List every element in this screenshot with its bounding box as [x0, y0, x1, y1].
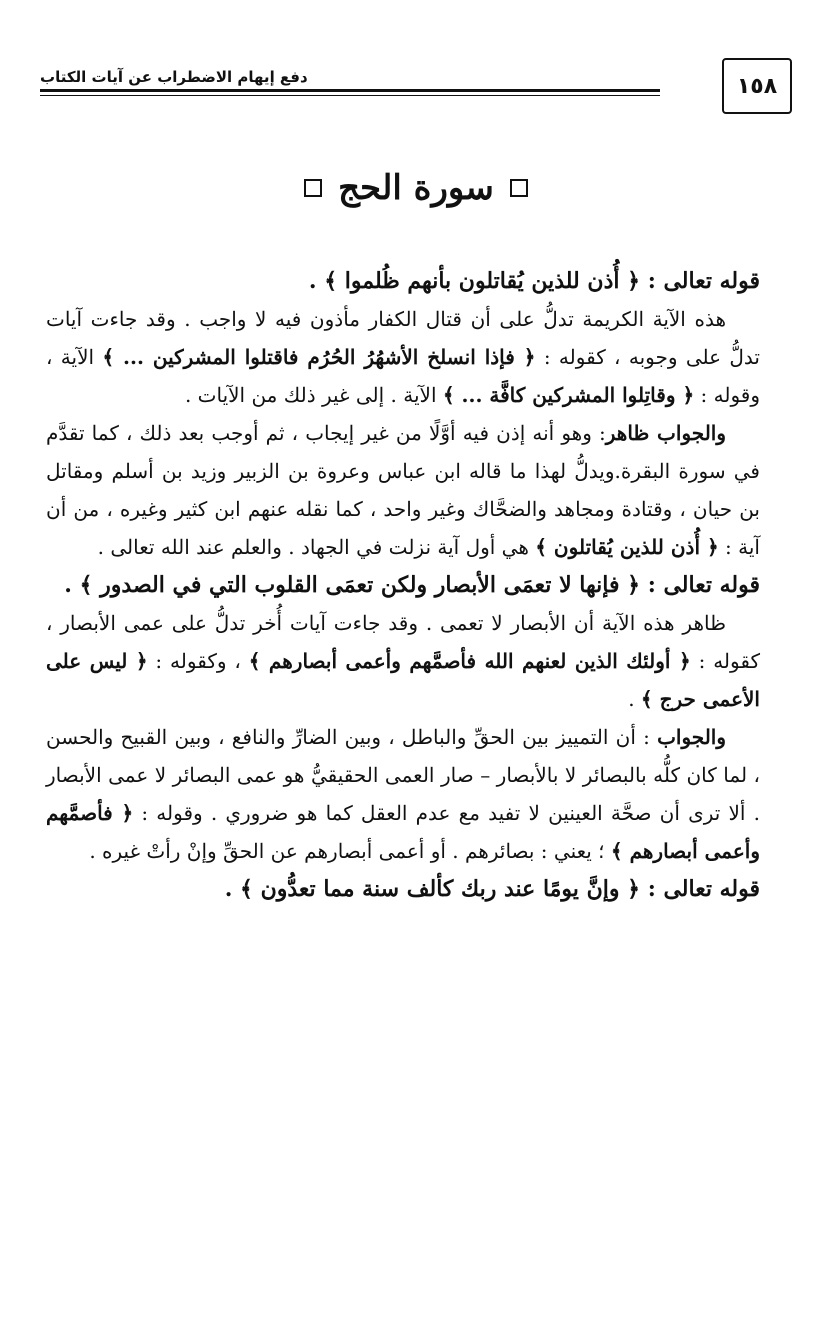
verse-label: قوله تعالى : [640, 876, 760, 902]
answer-label: والجواب [657, 725, 726, 749]
verse-end: . [64, 572, 80, 598]
paragraph-text: ، وكقوله : [147, 649, 249, 673]
paragraph-text: . [628, 687, 641, 711]
paragraph-text: ظاهر هذه الآية أن الأبصار لا تعمى . وقد جاءت آيات أُخر تدلُّ على عمى الأبصار ، كقوله : [46, 611, 760, 673]
verse-text: ﴿ أُذن للذين يُقاتلون بأنهم ظُلموا ﴾ [324, 268, 641, 294]
surah-heading [0, 168, 832, 208]
surah-title: سورة الحج [338, 168, 494, 208]
square-ornament-icon [304, 179, 322, 197]
paragraph-text: هذه الآية الكريمة تدلُّ على أن قتال الكفار مأذون فيه لا واجب . وقد جاءت آيات تدلُّ على وجوبه ، كقوله : [46, 307, 760, 369]
page-header [40, 58, 792, 118]
paragraph-text: ؛ يعني : بصائرهم . أو أعمى أبصارهم عن الحقِّ وإنْ رأتْ غيره . [89, 839, 611, 863]
quoted-verse: ﴿ ليس على الأعمى حرج ﴾ [46, 649, 760, 711]
paragraph-text: : أن التمييز بين الحقِّ والباطل ، وبين الضارِّ والنافع ، وبين القبيح والحسن ، لما كان كلُّه بالبصائر لا بالأبصار – صار العمى الحقيقيُّ هو عمى البصائر لا عمى الأبصار . ألا ترى أن صحَّة العينين لا تفيد مع عدم العقل كما هو ضروري . وقوله : [46, 725, 760, 825]
verse-end: . [224, 876, 241, 902]
header-rule-thin [40, 95, 660, 96]
quoted-verse: ﴿ وقاتِلوا المشركين كافَّة ... ﴾ [442, 383, 695, 407]
verse-label: قوله تعالى : [640, 572, 760, 598]
page-number: ١٥٨ [722, 58, 792, 114]
answer-label: والجواب ظاهر [605, 421, 726, 445]
verse-text: ﴿ فإنها لا تعمَى الأبصار ولكن تعمَى القلوب التي في الصدور ﴾ [79, 572, 641, 598]
paragraph-2 [46, 604, 760, 718]
paragraph-text: هي أول آية نزلت في الجهاد . والعلم عند الله تعالى . [97, 535, 536, 559]
verse-heading-2 [46, 566, 760, 604]
answer-paragraph-1 [46, 414, 760, 566]
quoted-verse: ﴿ فأصمَّهم وأعمى أبصارهم ﴾ [46, 801, 760, 863]
verse-text: ﴿ وإنَّ يومًا عند ربك كألف سنة مما تعدُّون ﴾ [240, 876, 641, 902]
verse-heading-3 [46, 870, 760, 908]
paragraph-text: : وهو أنه إذن فيه أوَّلًا من غير إيجاب ، ثم أوجب بعد ذلك ، كما تقدَّم في سورة البقرة.ويدلُّ لهذا ما قاله ابن عباس وعروة بن الزبير وزيد بن أسلم ومقاتل بن حيان ، وقتادة ومجاهد والضحَّاك وغير واحد ، كما نقله عنهم ابن كثير وغيره ، من أن آية : [46, 421, 760, 559]
quoted-verse: ﴿ أولئك الذين لعنهم الله فأصمَّهم وأعمى أبصارهم ﴾ [248, 649, 691, 673]
quoted-verse: ﴿ فإذا انسلخ الأشهُرُ الحُرُم فاقتلوا المشركين ... ﴾ [102, 345, 536, 369]
verse-heading-1 [46, 262, 760, 300]
paragraph-text: الآية ، وقوله : [46, 345, 760, 407]
paragraph-text: الآية . إلى غير ذلك من الآيات . [184, 383, 443, 407]
page-content [46, 262, 760, 908]
running-header-title: دفع إيهام الاضطراب عن آيات الكتاب [40, 68, 308, 86]
header-rule-thick [40, 89, 660, 92]
square-ornament-icon [510, 179, 528, 197]
verse-label: قوله تعالى : [640, 268, 760, 294]
answer-paragraph-2 [46, 718, 760, 870]
verse-end: . [308, 268, 325, 294]
paragraph-1 [46, 300, 760, 414]
quoted-verse: ﴿ أُذن للذين يُقاتلون ﴾ [535, 535, 719, 559]
